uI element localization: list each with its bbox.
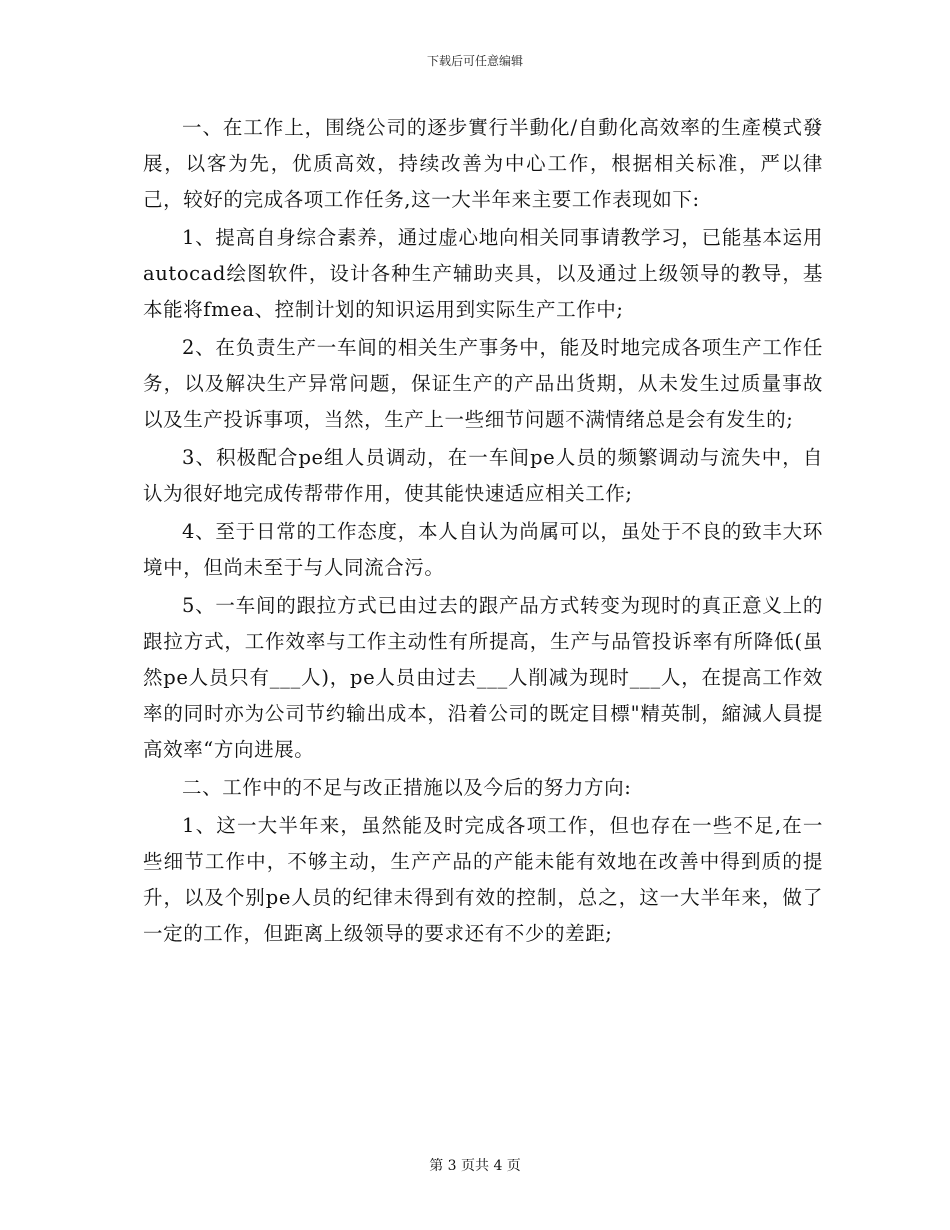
paragraph-item-1-skills: 1、提高自身综合素养，通过虚心地向相关同事请教学习，已能基本运用autocad绘图软件，设计各种生产辅助夹具，以及通过上级领导的教导，基本能将fmea、控制计划的知识运用到实际生产工作中; xyxy=(143,226,823,321)
section-heading-shortcomings: 二、工作中的不足与改正措施以及今后的努力方向: xyxy=(182,776,632,799)
paragraph-shortcomings-item-1: 1、这一大半年来，虽然能及时完成各项工作，但也存在一些不足,在一些细节工作中，不够主动，生产产品的产能未能有效地在改善中得到质的提升，以及个别pe人员的纪律未得到有效的控制，总之，这一大半年来，做了一定的工作，但距离上级领导的要求还有不少的差距; xyxy=(143,814,823,945)
paragraph-item-2-production: 2、在负责生产一车间的相关生产事务中，能及时地完成各项生产工作任务，以及解决生产异常问题，保证生产的产品出货期，从未发生过质量事故以及生产投诉事项，当然，生产上一些细节问题不满情绪总是会有发生的; xyxy=(143,336,823,431)
paragraph-item-4-attitude: 4、至于日常的工作态度，本人自认为尚属可以，虽处于不良的致丰大环境中，但尚未至于与人同流合污。 xyxy=(143,520,823,579)
paragraph-item-3-pe-staff: 3、积极配合pe组人员调动，在一车间pe人员的频繁调动与流失中，自认为很好地完成传帮带作用，使其能快速适应相关工作; xyxy=(143,446,823,505)
paragraph-item-5-line-method: 5、一车间的跟拉方式已由过去的跟产品方式转变为现时的真正意义上的跟拉方式，工作效率与工作主动性有所提高，生产与品管投诉率有所降低(虽然pe人员只有___人)，pe人员由过去___人削减为现时___人，在提高工作效率的同时亦为公司节约输出成本，沿着公司的既定目標"精英制，縮減人員提高效率“方向进展。 xyxy=(143,594,823,761)
paragraph-work-overview: 一、在工作上，围绕公司的逐步實行半動化/自動化高效率的生產模式發展，以客为先，优质高效，持续改善为中心工作，根据相关标准，严以律己，较好的完成各项工作任务,这一大半年来主要工作表现如下: xyxy=(143,116,823,211)
page-header: 下载后可任意编辑 xyxy=(426,54,523,68)
page-number: 第 3 页共 4 页 xyxy=(429,1158,521,1174)
document-body xyxy=(143,110,823,952)
